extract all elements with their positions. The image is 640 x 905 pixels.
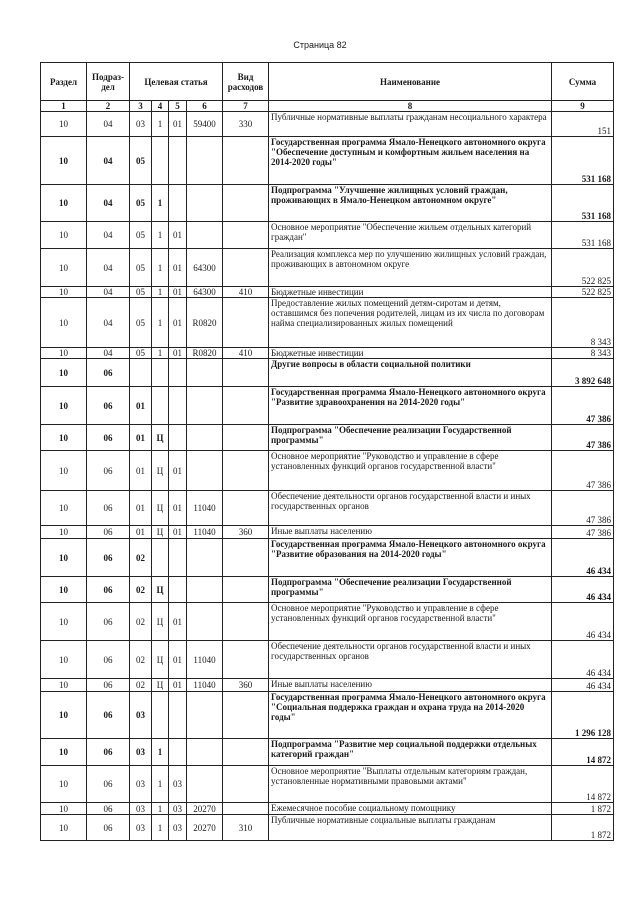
expense-type-cell <box>223 603 269 641</box>
amount-cell: 47 386 <box>552 387 614 425</box>
subprogram-cell: Ц <box>152 526 169 539</box>
column-number: 2 <box>87 101 130 112</box>
column-number: 6 <box>187 101 223 112</box>
header-naimenovanie: Наименование <box>269 63 552 101</box>
direction-cell <box>187 359 223 387</box>
subprogram-cell <box>152 539 169 577</box>
direction-cell <box>187 692 223 739</box>
name-cell: Бюджетные инвестиции <box>269 348 552 359</box>
name-cell: Обеспечение деятельности органов государственной власти и иных государственных органов <box>269 641 552 679</box>
name-cell: Основное мероприятие "Выплаты отдельным категориям граждан, установленные нормативными правовыми актами" <box>269 766 552 803</box>
program-cell <box>130 359 152 387</box>
column-number: 8 <box>269 101 552 112</box>
table-row <box>41 491 614 526</box>
event-cell <box>169 739 187 766</box>
table-row <box>41 249 614 287</box>
amount-cell: 151 <box>552 112 614 137</box>
table-row <box>41 359 614 387</box>
podrazdel-cell: 06 <box>87 387 130 425</box>
expense-type-cell <box>223 298 269 348</box>
expense-type-cell: 360 <box>223 679 269 692</box>
amount-cell: 1 872 <box>552 803 614 815</box>
expense-type-cell <box>223 641 269 679</box>
expense-type-cell <box>223 359 269 387</box>
name-cell: Предоставление жилых помещений детям-сиротам и детям, оставшимся без попечения родителей, лицам из их числа по договорам найма специализированных жилых помещений <box>269 298 552 348</box>
program-cell: 02 <box>130 679 152 692</box>
razdel-cell: 10 <box>41 603 87 641</box>
program-cell: 03 <box>130 692 152 739</box>
razdel-cell: 10 <box>41 387 87 425</box>
table-row <box>41 387 614 425</box>
podrazdel-cell: 06 <box>87 603 130 641</box>
name-cell: Иные выплаты населению <box>269 526 552 539</box>
expense-type-cell <box>223 249 269 287</box>
program-cell: 05 <box>130 222 152 249</box>
table-row <box>41 451 614 491</box>
table-row <box>41 298 614 348</box>
program-cell: 05 <box>130 348 152 359</box>
event-cell <box>169 692 187 739</box>
table-row <box>41 739 614 766</box>
direction-cell <box>187 387 223 425</box>
subprogram-cell: 1 <box>152 803 169 815</box>
table-row <box>41 803 614 815</box>
table-row <box>41 287 614 298</box>
name-cell: Другие вопросы в области социальной политики <box>269 359 552 387</box>
podrazdel-cell: 04 <box>87 222 130 249</box>
expense-type-cell <box>223 803 269 815</box>
event-cell: 01 <box>169 348 187 359</box>
program-cell: 01 <box>130 451 152 491</box>
razdel-cell: 10 <box>41 185 87 222</box>
expense-type-cell: 410 <box>223 348 269 359</box>
amount-cell: 8 343 <box>552 298 614 348</box>
amount-cell: 1 296 128 <box>552 692 614 739</box>
expense-type-cell <box>223 739 269 766</box>
program-cell: 02 <box>130 539 152 577</box>
subprogram-cell: 1 <box>152 249 169 287</box>
podrazdel-cell: 06 <box>87 526 130 539</box>
name-cell: Подпрограмма "Обеспечение реализации Государственной программы" <box>269 577 552 603</box>
expense-type-cell <box>223 766 269 803</box>
event-cell: 03 <box>169 815 187 841</box>
table-row <box>41 539 614 577</box>
column-number: 5 <box>169 101 187 112</box>
amount-cell: 47 386 <box>552 451 614 491</box>
amount-cell: 1 872 <box>552 815 614 841</box>
amount-cell: 47 386 <box>552 526 614 539</box>
event-cell: 01 <box>169 298 187 348</box>
subprogram-cell <box>152 692 169 739</box>
program-cell: 03 <box>130 815 152 841</box>
direction-cell: 11040 <box>187 641 223 679</box>
expense-type-cell <box>223 425 269 451</box>
event-cell: 01 <box>169 112 187 137</box>
name-cell: Подпрограмма "Развитие мер социальной поддержки отдельных категорий граждан" <box>269 739 552 766</box>
razdel-cell: 10 <box>41 348 87 359</box>
direction-cell <box>187 739 223 766</box>
amount-cell: 531 168 <box>552 185 614 222</box>
amount-cell: 46 434 <box>552 577 614 603</box>
direction-cell: 20270 <box>187 815 223 841</box>
event-cell <box>169 539 187 577</box>
event-cell: 01 <box>169 451 187 491</box>
podrazdel-cell: 06 <box>87 451 130 491</box>
program-cell: 05 <box>130 185 152 222</box>
table-row <box>41 603 614 641</box>
amount-cell: 14 872 <box>552 739 614 766</box>
expense-type-cell <box>223 387 269 425</box>
program-cell: 05 <box>130 137 152 185</box>
program-cell: 01 <box>130 425 152 451</box>
program-cell: 01 <box>130 526 152 539</box>
expense-type-cell <box>223 451 269 491</box>
table-row <box>41 692 614 739</box>
podrazdel-cell: 06 <box>87 577 130 603</box>
razdel-cell: 10 <box>41 491 87 526</box>
subprogram-cell: 1 <box>152 222 169 249</box>
subprogram-cell: 1 <box>152 112 169 137</box>
column-number: 4 <box>152 101 169 112</box>
direction-cell <box>187 766 223 803</box>
direction-cell <box>187 451 223 491</box>
amount-cell: 14 872 <box>552 766 614 803</box>
program-cell: 05 <box>130 298 152 348</box>
razdel-cell: 10 <box>41 803 87 815</box>
name-cell: Государственная программа Ямало-Ненецкого автономного округа "Развитие здравоохранения на 2014-2020 годы" <box>269 387 552 425</box>
razdel-cell: 10 <box>41 287 87 298</box>
header-summa: Сумма <box>552 63 614 101</box>
table-row <box>41 112 614 137</box>
program-cell: 05 <box>130 287 152 298</box>
subprogram-cell: 1 <box>152 815 169 841</box>
razdel-cell: 10 <box>41 526 87 539</box>
name-cell: Бюджетные инвестиции <box>269 287 552 298</box>
subprogram-cell: 1 <box>152 185 169 222</box>
program-cell: 01 <box>130 387 152 425</box>
table-row <box>41 766 614 803</box>
subprogram-cell: Ц <box>152 641 169 679</box>
podrazdel-cell: 04 <box>87 298 130 348</box>
amount-cell: 522 825 <box>552 287 614 298</box>
event-cell: 01 <box>169 491 187 526</box>
name-cell: Подпрограмма "Обеспечение реализации Государственной программы" <box>269 425 552 451</box>
table-row <box>41 222 614 249</box>
page-number: Страница 82 <box>293 40 347 50</box>
subprogram-cell: 1 <box>152 739 169 766</box>
table-row <box>41 641 614 679</box>
event-cell: 01 <box>169 526 187 539</box>
column-number: 9 <box>552 101 614 112</box>
podrazdel-cell: 04 <box>87 112 130 137</box>
amount-cell: 46 434 <box>552 603 614 641</box>
column-number: 7 <box>223 101 269 112</box>
name-cell: Основное мероприятие "Руководство и управление в сфере установленных функций органов государственной власти" <box>269 451 552 491</box>
amount-cell: 522 825 <box>552 249 614 287</box>
expense-type-cell <box>223 577 269 603</box>
column-numbers-row <box>41 101 614 112</box>
table-row <box>41 815 614 841</box>
direction-cell <box>187 539 223 577</box>
event-cell <box>169 425 187 451</box>
razdel-cell: 10 <box>41 539 87 577</box>
event-cell: 01 <box>169 679 187 692</box>
expense-type-cell <box>223 185 269 222</box>
program-cell: 02 <box>130 577 152 603</box>
podrazdel-cell: 06 <box>87 539 130 577</box>
podrazdel-cell: 04 <box>87 348 130 359</box>
table-row <box>41 185 614 222</box>
program-cell: 05 <box>130 249 152 287</box>
program-cell: 03 <box>130 766 152 803</box>
razdel-cell: 10 <box>41 222 87 249</box>
subprogram-cell: Ц <box>152 425 169 451</box>
razdel-cell: 10 <box>41 112 87 137</box>
direction-cell <box>187 577 223 603</box>
podrazdel-cell: 06 <box>87 359 130 387</box>
razdel-cell: 10 <box>41 577 87 603</box>
podrazdel-cell: 06 <box>87 739 130 766</box>
amount-cell: 47 386 <box>552 491 614 526</box>
event-cell <box>169 137 187 185</box>
expense-type-cell: 310 <box>223 815 269 841</box>
razdel-cell: 10 <box>41 739 87 766</box>
direction-cell: 20270 <box>187 803 223 815</box>
podrazdel-cell: 06 <box>87 766 130 803</box>
expense-type-cell: 410 <box>223 287 269 298</box>
direction-cell <box>187 425 223 451</box>
table-row <box>41 679 614 692</box>
name-cell: Иные выплаты населению <box>269 679 552 692</box>
program-cell: 03 <box>130 803 152 815</box>
direction-cell: 64300 <box>187 287 223 298</box>
name-cell: Основное мероприятие "Руководство и управление в сфере установленных функций органов государственной власти" <box>269 603 552 641</box>
razdel-cell: 10 <box>41 359 87 387</box>
expense-type-cell <box>223 491 269 526</box>
amount-cell: 8 343 <box>552 348 614 359</box>
program-cell: 03 <box>130 739 152 766</box>
razdel-cell: 10 <box>41 425 87 451</box>
amount-cell: 3 892 648 <box>552 359 614 387</box>
name-cell: Подпрограмма "Улучшение жилищных условий граждан, проживающих в Ямало-Ненецком автономном округе" <box>269 185 552 222</box>
event-cell <box>169 577 187 603</box>
subprogram-cell <box>152 359 169 387</box>
subprogram-cell <box>152 387 169 425</box>
name-cell: Публичные нормативные выплаты гражданам несоциального характера <box>269 112 552 137</box>
razdel-cell: 10 <box>41 451 87 491</box>
subprogram-cell: Ц <box>152 679 169 692</box>
direction-cell <box>187 185 223 222</box>
podrazdel-cell: 04 <box>87 137 130 185</box>
header-tselevaya-statya: Целевая статья <box>130 63 223 101</box>
razdel-cell: 10 <box>41 679 87 692</box>
event-cell: 01 <box>169 287 187 298</box>
podrazdel-cell: 06 <box>87 679 130 692</box>
razdel-cell: 10 <box>41 692 87 739</box>
podrazdel-cell: 04 <box>87 287 130 298</box>
name-cell: Основное мероприятие "Обеспечение жильем отдельных категорий граждан" <box>269 222 552 249</box>
podrazdel-cell: 06 <box>87 692 130 739</box>
expense-type-cell: 330 <box>223 112 269 137</box>
subprogram-cell <box>152 137 169 185</box>
name-cell: Государственная программа Ямало-Ненецкого автономного округа "Социальная поддержка граждан и охрана труда на 2014-2020 годы" <box>269 692 552 739</box>
direction-cell <box>187 137 223 185</box>
razdel-cell: 10 <box>41 249 87 287</box>
podrazdel-cell: 04 <box>87 249 130 287</box>
expense-type-cell <box>223 137 269 185</box>
direction-cell <box>187 222 223 249</box>
event-cell: 01 <box>169 603 187 641</box>
program-cell: 01 <box>130 491 152 526</box>
razdel-cell: 10 <box>41 298 87 348</box>
amount-cell: 531 168 <box>552 137 614 185</box>
subprogram-cell: Ц <box>152 603 169 641</box>
podrazdel-cell: 06 <box>87 641 130 679</box>
event-cell <box>169 387 187 425</box>
event-cell: 01 <box>169 249 187 287</box>
podrazdel-cell: 06 <box>87 491 130 526</box>
name-cell: Реализация комплекса мер по улучшению жилищных условий граждан, проживающих в автономном округе <box>269 249 552 287</box>
subprogram-cell: Ц <box>152 451 169 491</box>
event-cell <box>169 185 187 222</box>
direction-cell: 11040 <box>187 526 223 539</box>
amount-cell: 46 434 <box>552 679 614 692</box>
amount-cell: 46 434 <box>552 641 614 679</box>
razdel-cell: 10 <box>41 137 87 185</box>
name-cell: Государственная программа Ямало-Ненецкого автономного округа "Обеспечение доступным и комфортным жильем населения на 2014-2020 годы" <box>269 137 552 185</box>
subprogram-cell: Ц <box>152 491 169 526</box>
direction-cell: R0820 <box>187 348 223 359</box>
column-number: 1 <box>41 101 87 112</box>
name-cell: Публичные нормативные социальные выплаты гражданам <box>269 815 552 841</box>
subprogram-cell: Ц <box>152 577 169 603</box>
amount-cell: 531 168 <box>552 222 614 249</box>
podrazdel-cell: 06 <box>87 803 130 815</box>
event-cell: 01 <box>169 641 187 679</box>
program-cell: 02 <box>130 603 152 641</box>
header-vid-raskhodov: Вид расходов <box>223 63 269 101</box>
amount-cell: 47 386 <box>552 425 614 451</box>
table-row <box>41 348 614 359</box>
subprogram-cell: 1 <box>152 766 169 803</box>
budget-table <box>40 62 614 841</box>
direction-cell: 64300 <box>187 249 223 287</box>
razdel-cell: 10 <box>41 641 87 679</box>
event-cell: 03 <box>169 766 187 803</box>
razdel-cell: 10 <box>41 766 87 803</box>
amount-cell: 46 434 <box>552 539 614 577</box>
program-cell: 02 <box>130 641 152 679</box>
table-row <box>41 137 614 185</box>
podrazdel-cell: 06 <box>87 815 130 841</box>
table-row <box>41 577 614 603</box>
event-cell <box>169 359 187 387</box>
expense-type-cell <box>223 222 269 249</box>
podrazdel-cell: 04 <box>87 185 130 222</box>
name-cell: Ежемесячное пособие социальному помощнику <box>269 803 552 815</box>
podrazdel-cell: 06 <box>87 425 130 451</box>
subprogram-cell: 1 <box>152 287 169 298</box>
program-cell: 03 <box>130 112 152 137</box>
direction-cell: 11040 <box>187 679 223 692</box>
event-cell: 03 <box>169 803 187 815</box>
direction-cell: 11040 <box>187 491 223 526</box>
direction-cell <box>187 603 223 641</box>
expense-type-cell <box>223 692 269 739</box>
name-cell: Обеспечение деятельности органов государственной власти и иных государственных органов <box>269 491 552 526</box>
header-razdel: Раздел <box>41 63 87 101</box>
direction-cell: R0820 <box>187 298 223 348</box>
subprogram-cell: 1 <box>152 298 169 348</box>
column-number: 3 <box>130 101 152 112</box>
event-cell: 01 <box>169 222 187 249</box>
header-podrazdel: Подраз- дел <box>87 63 130 101</box>
table-row <box>41 425 614 451</box>
razdel-cell: 10 <box>41 815 87 841</box>
direction-cell: 59400 <box>187 112 223 137</box>
subprogram-cell: 1 <box>152 348 169 359</box>
table-row <box>41 526 614 539</box>
expense-type-cell <box>223 539 269 577</box>
expense-type-cell: 360 <box>223 526 269 539</box>
name-cell: Государственная программа Ямало-Ненецкого автономного округа "Развитие образования на 2014-2020 годы" <box>269 539 552 577</box>
